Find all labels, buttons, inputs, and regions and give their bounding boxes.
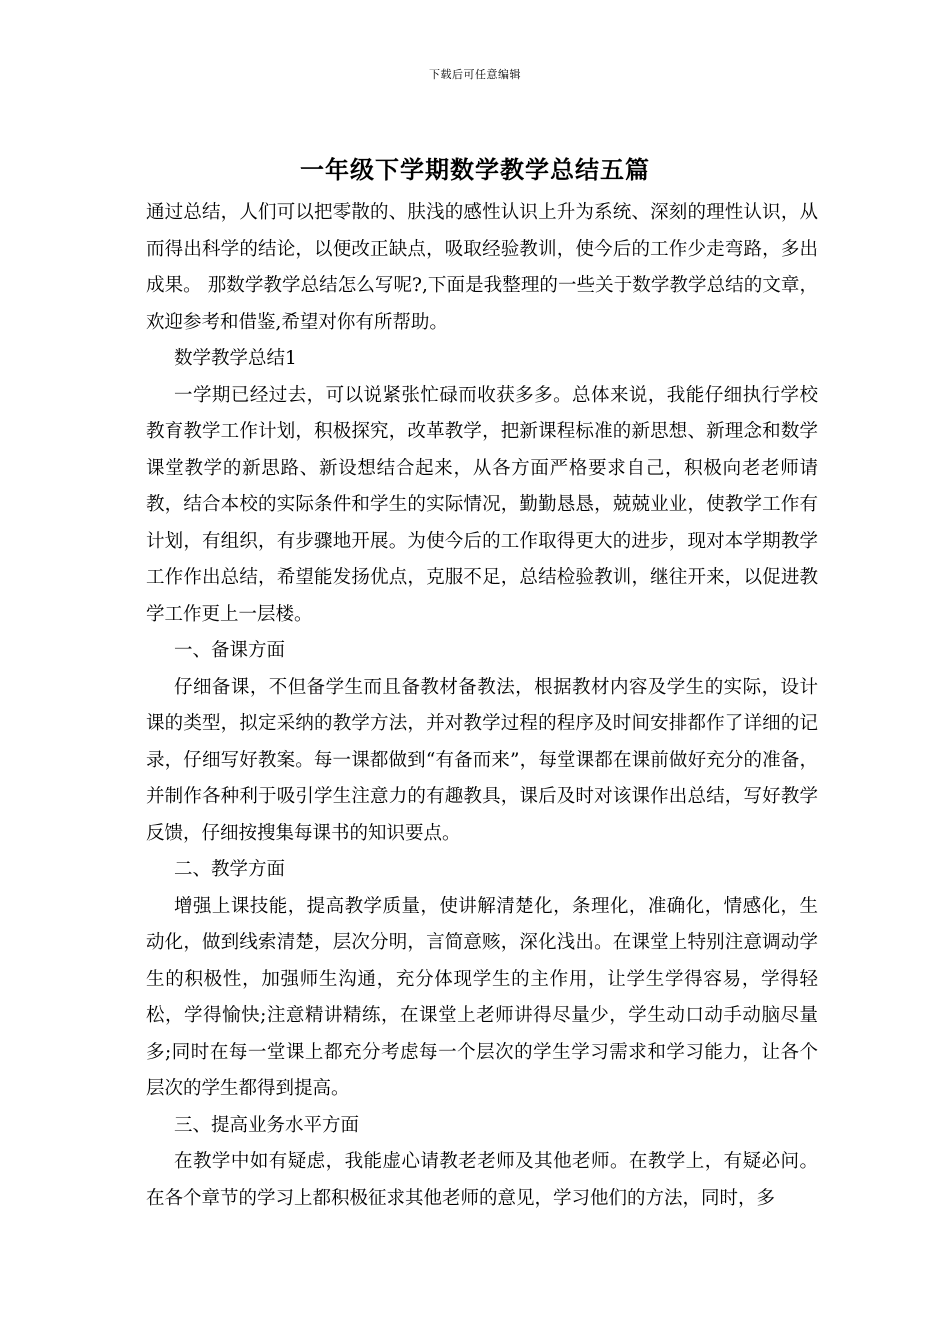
section-heading-teaching: 二、教学方面 <box>174 859 286 880</box>
document-body <box>146 195 818 1217</box>
paragraph-overview: 一学期已经过去，可以说紧张忙碌而收获多多。总体来说，我能仔细执行学校教育教学工作计划，积极探究，改革教学，把新课程标准的新思想、新理念和数学课堂教学的新思路、新设想结合起来，从各方面严格要求自己，积极向老老师请教，结合本校的实际条件和学生的实际情况，勤勤恳恳，兢兢业业，使教学工作有计划，有组织，有步骤地开展。为使今后的工作取得更大的进步，现对本学期教学工作作出总结，希望能发扬优点，克服不足，总结检验教训，继往开来，以促进教学工作更上一层楼。 <box>146 384 818 625</box>
section-heading-summary-1: 数学教学总结1 <box>174 348 297 369</box>
paragraph-teaching: 增强上课技能，提高教学质量，使讲解清楚化，条理化，准确化，情感化，生动化，做到线索清楚，层次分明，言简意赅，深化浅出。在课堂上特别注意调动学生的积极性，加强师生沟通，充分体现学生的主作用，让学生学得容易，学得轻松，学得愉快;注意精讲精练，在课堂上老师讲得尽量少，学生动口动手动脑尽量多;同时在每一堂课上都充分考虑每一个层次的学生学习需求和学习能力，让各个层次的学生都得到提高。 <box>146 895 818 1099</box>
header-note: 下载后可任意编辑 <box>429 68 521 81</box>
intro-paragraph: 通过总结，人们可以把零散的、肤浅的感性认识上升为系统、深刻的理性认识，从而得出科学的结论，以便改正缺点，吸取经验教训，使今后的工作少走弯路，多出成果。 那数学教学总结怎么写呢?,下面是我整理的一些关于数学教学总结的文章，欢迎参考和借鉴,希望对你有所帮助。 <box>146 202 818 333</box>
section-heading-lesson-prep: 一、备课方面 <box>174 640 286 661</box>
section-heading-professional-level: 三、提高业务水平方面 <box>174 1114 360 1136</box>
paragraph-professional-level: 在教学中如有疑虑，我能虚心请教老老师及其他老师。在教学上，有疑必问。在各个章节的学习上都积极征求其他老师的意见，学习他们的方法，同时，多 <box>146 1151 818 1209</box>
document-title: 一年级下学期数学教学总结五篇 <box>300 155 650 184</box>
paragraph-lesson-prep: 仔细备课，不但备学生而且备教材备教法，根据教材内容及学生的实际，设计课的类型，拟定采纳的教学方法，并对教学过程的程序及时间安排都作了详细的记录，仔细写好教案。每一课都做到“有备而来”，每堂课都在课前做好充分的准备，并制作各种利于吸引学生注意力的有趣教具，课后及时对该课作出总结，写好教学反馈，仔细按搜集每课书的知识要点。 <box>146 676 818 844</box>
